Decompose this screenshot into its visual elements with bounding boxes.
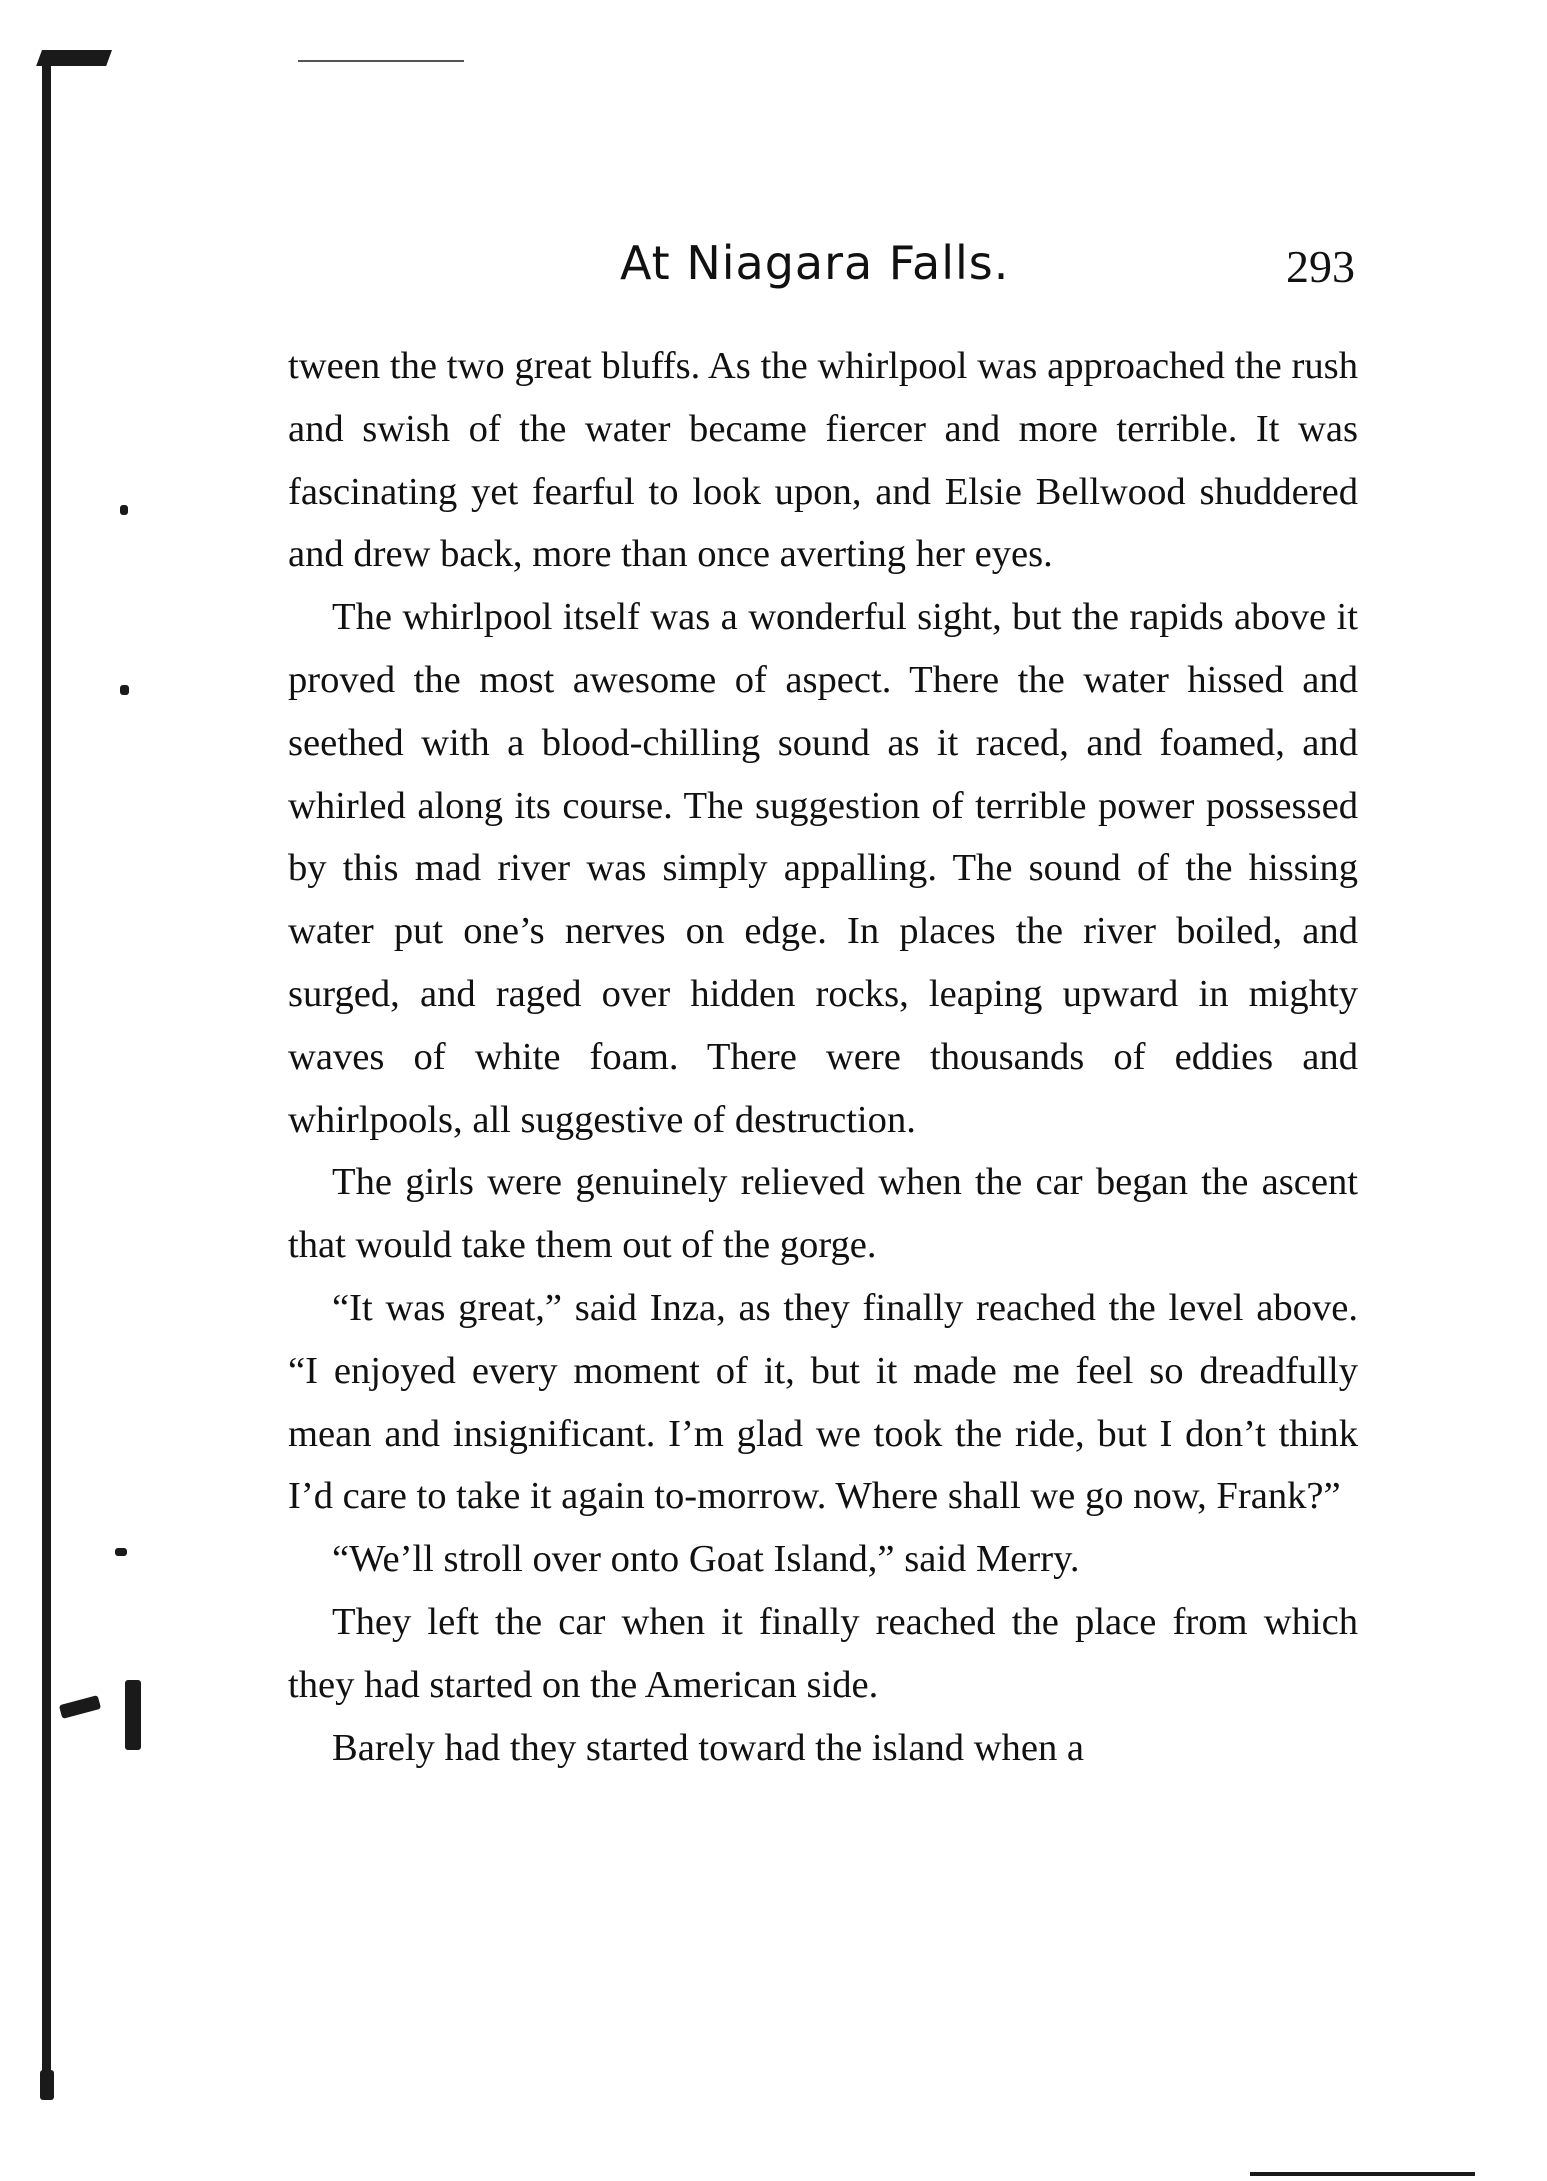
page-number: 293: [1286, 241, 1355, 292]
paragraph: “We’ll stroll over onto Goat Island,” said Merry.: [332, 1538, 1080, 1581]
binding-blot: [115, 1548, 127, 1556]
binding-blot: [40, 2070, 54, 2100]
paragraph: Barely had they started toward the island when a: [332, 1726, 1085, 1769]
paragraph: tween the two great bluffs. As the whirlpool was approached the rush and swish of the water became fiercer and more terrible. It was fascinating yet fearful to look upon, and Elsie Bellwood shuddered and drew back, more than once averting her eyes.: [288, 345, 1358, 576]
bottom-rule: [1250, 2172, 1475, 2176]
paragraph: The whirlpool itself was a wonderful sight, but the rapids above it proved the most awesome of aspect. There the water hissed and seethed with a blood-chilling sound as it raced, and foamed, and whirled along its course. The suggestion of terrible power possessed by this mad river was simply appalling. The sound of the hissing water put one’s nerves on edge. In places the river boiled, and surged, and raged over hidden rocks, leaping upward in mighty waves of white foam. There were thousands of eddies and whirlpools, all suggestive of destruction.: [288, 596, 1358, 1141]
binding-edge: [42, 50, 51, 2080]
paragraph: “It was great,” said Inza, as they finally reached the level above. “I enjoyed every moment of it, but it made me feel so dreadfully mean and insignificant. I’m glad we took the ride, but I don’t think I’d care to take it again to-morrow. Where shall we go now, Frank?”: [288, 1286, 1358, 1518]
running-title: At Niagara Falls.: [620, 236, 1010, 290]
paragraph: They left the car when it finally reached the place from which they had started on the American side.: [288, 1600, 1358, 1706]
top-rule: [298, 60, 464, 62]
paragraph: The girls were genuinely relieved when the car began the ascent that would take them out of the gorge.: [288, 1161, 1358, 1267]
binding-blot: [120, 505, 128, 515]
binding-blot: [125, 1680, 141, 1750]
binding-notch: [36, 50, 112, 66]
page-header: [285, 226, 1395, 306]
binding-blot: [59, 1695, 101, 1719]
body-text: [288, 335, 1358, 1779]
binding-blot: [120, 685, 129, 695]
